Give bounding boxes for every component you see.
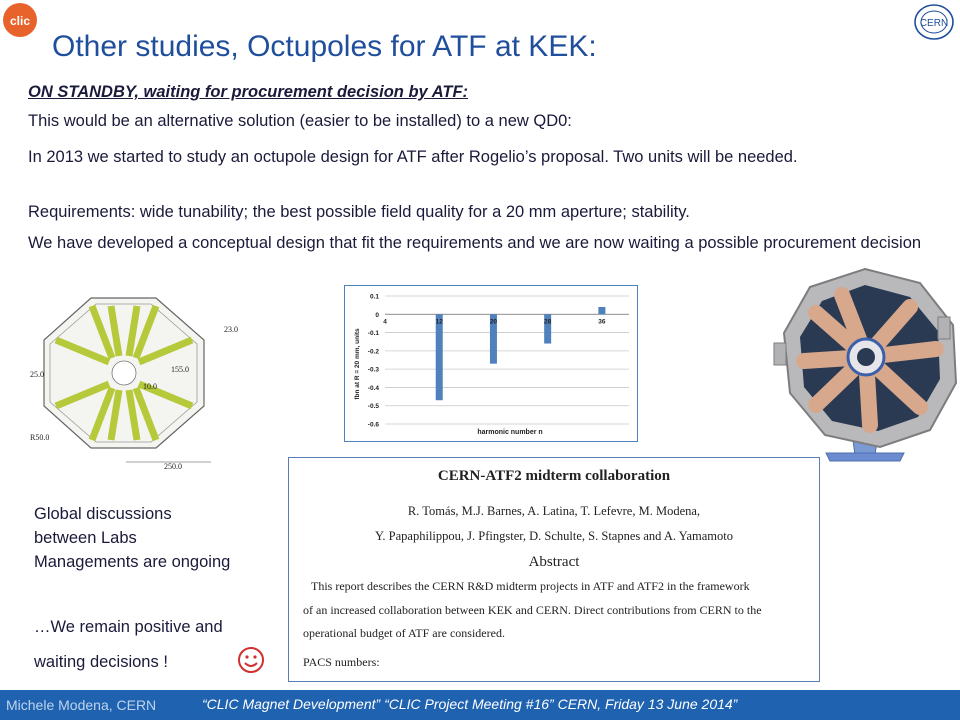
note-waiting-decisions: waiting decisions ! <box>34 653 168 671</box>
svg-text:CERN: CERN <box>919 18 949 29</box>
abstract-text-line-2: of an increased collaboration between KEK and CERN. Direct contributions from CERN to the <box>303 603 762 617</box>
slide-title: Other studies, Octupoles for ATF at KEK: <box>52 30 597 63</box>
chart-x-tick-label: 28 <box>544 318 552 326</box>
chart-y-tick-label: -0.5 <box>367 403 379 411</box>
footer-bar <box>0 690 960 720</box>
octupole-cross-section-drawing <box>26 288 256 478</box>
harmonic-chart-svg <box>345 286 636 440</box>
paragraph-status: We have developed a conceptual design that fit the requirements and we are now waiting a possible procurement decision <box>28 234 922 252</box>
abstract-text-line-3: operational budget of ATF are considered. <box>303 626 505 640</box>
chart-x-tick-label: 20 <box>489 318 498 326</box>
footer-author: Michele Modena, CERN <box>6 697 157 713</box>
note-remain-positive: …We remain positive and <box>34 618 223 636</box>
abstract-text-line-1: This report describes the CERN R&D midterm projects in ATF and ATF2 in the framework <box>311 579 750 593</box>
footer-event: “CLIC Magnet Development” “CLIC Project Meeting #16” CERN, Friday 13 June 2014” <box>202 696 738 712</box>
chart-x-tick-label: 36 <box>598 318 606 326</box>
abstract-document-image <box>288 457 820 682</box>
chart-y-tick-label: -0.3 <box>367 366 379 374</box>
chart-y-tick-label: 0.1 <box>369 293 379 301</box>
abstract-pacs: PACS numbers: <box>303 655 380 669</box>
chart-x-axis-label: harmonic number n <box>477 429 543 436</box>
dim-250: 250.0 <box>164 462 182 471</box>
dim-r50: R50.0 <box>30 433 50 442</box>
paragraph-alternative: This would be an alternative solution (easier to be installed) to a new QD0: <box>28 112 572 130</box>
paragraph-requirements: Requirements: wide tunability; the best possible field quality for a 20 mm aperture; stability. <box>28 203 690 221</box>
abstract-title: CERN-ATF2 midterm collaboration <box>437 468 671 484</box>
cern-logo <box>912 2 956 42</box>
note-between-labs: between Labs <box>34 529 137 547</box>
dim-10: 10.0 <box>143 382 157 391</box>
chart-bar <box>436 314 443 400</box>
standby-heading: ON STANDBY, waiting for procurement decision by ATF: <box>28 83 469 101</box>
chart-y-tick-label: 0 <box>375 311 379 319</box>
dim-25: 25.0 <box>30 370 44 379</box>
octupole-magnet-3d-render <box>770 265 960 480</box>
harmonic-chart <box>344 285 638 442</box>
abstract-heading: Abstract <box>528 554 580 570</box>
chart-x-tick-label: 12 <box>435 318 443 326</box>
chart-x-tick-label: 4 <box>383 318 387 326</box>
chart-y-tick-label: -0.2 <box>367 348 379 356</box>
abstract-authors-line-2: Y. Papaphilippou, J. Pfingster, D. Schulte, S. Stapnes and A. Yamamoto <box>375 529 733 543</box>
svg-text:clic: clic <box>9 14 31 28</box>
chart-y-tick-label: -0.6 <box>367 421 379 429</box>
abstract-authors-line-1: R. Tomás, M.J. Barnes, A. Latina, T. Lefevre, M. Modena, <box>407 504 701 518</box>
paragraph-history: In 2013 we started to study an octupole design for ATF after Rogelio’s proposal. Two units will be needed. <box>28 148 798 166</box>
chart-y-tick-label: -0.4 <box>367 384 379 392</box>
chart-y-axis-label: fbn at R = 20 mm, units <box>354 328 361 400</box>
note-managements: Managements are ongoing <box>34 553 231 571</box>
dim-23: 23.0 <box>224 325 238 334</box>
note-global-discussions: Global discussions <box>34 505 172 523</box>
smiley-icon <box>237 646 265 674</box>
chart-bar <box>598 307 605 314</box>
dim-155: 155.0 <box>171 365 189 374</box>
clic-logo <box>2 2 38 38</box>
chart-y-tick-label: -0.1 <box>367 330 379 338</box>
